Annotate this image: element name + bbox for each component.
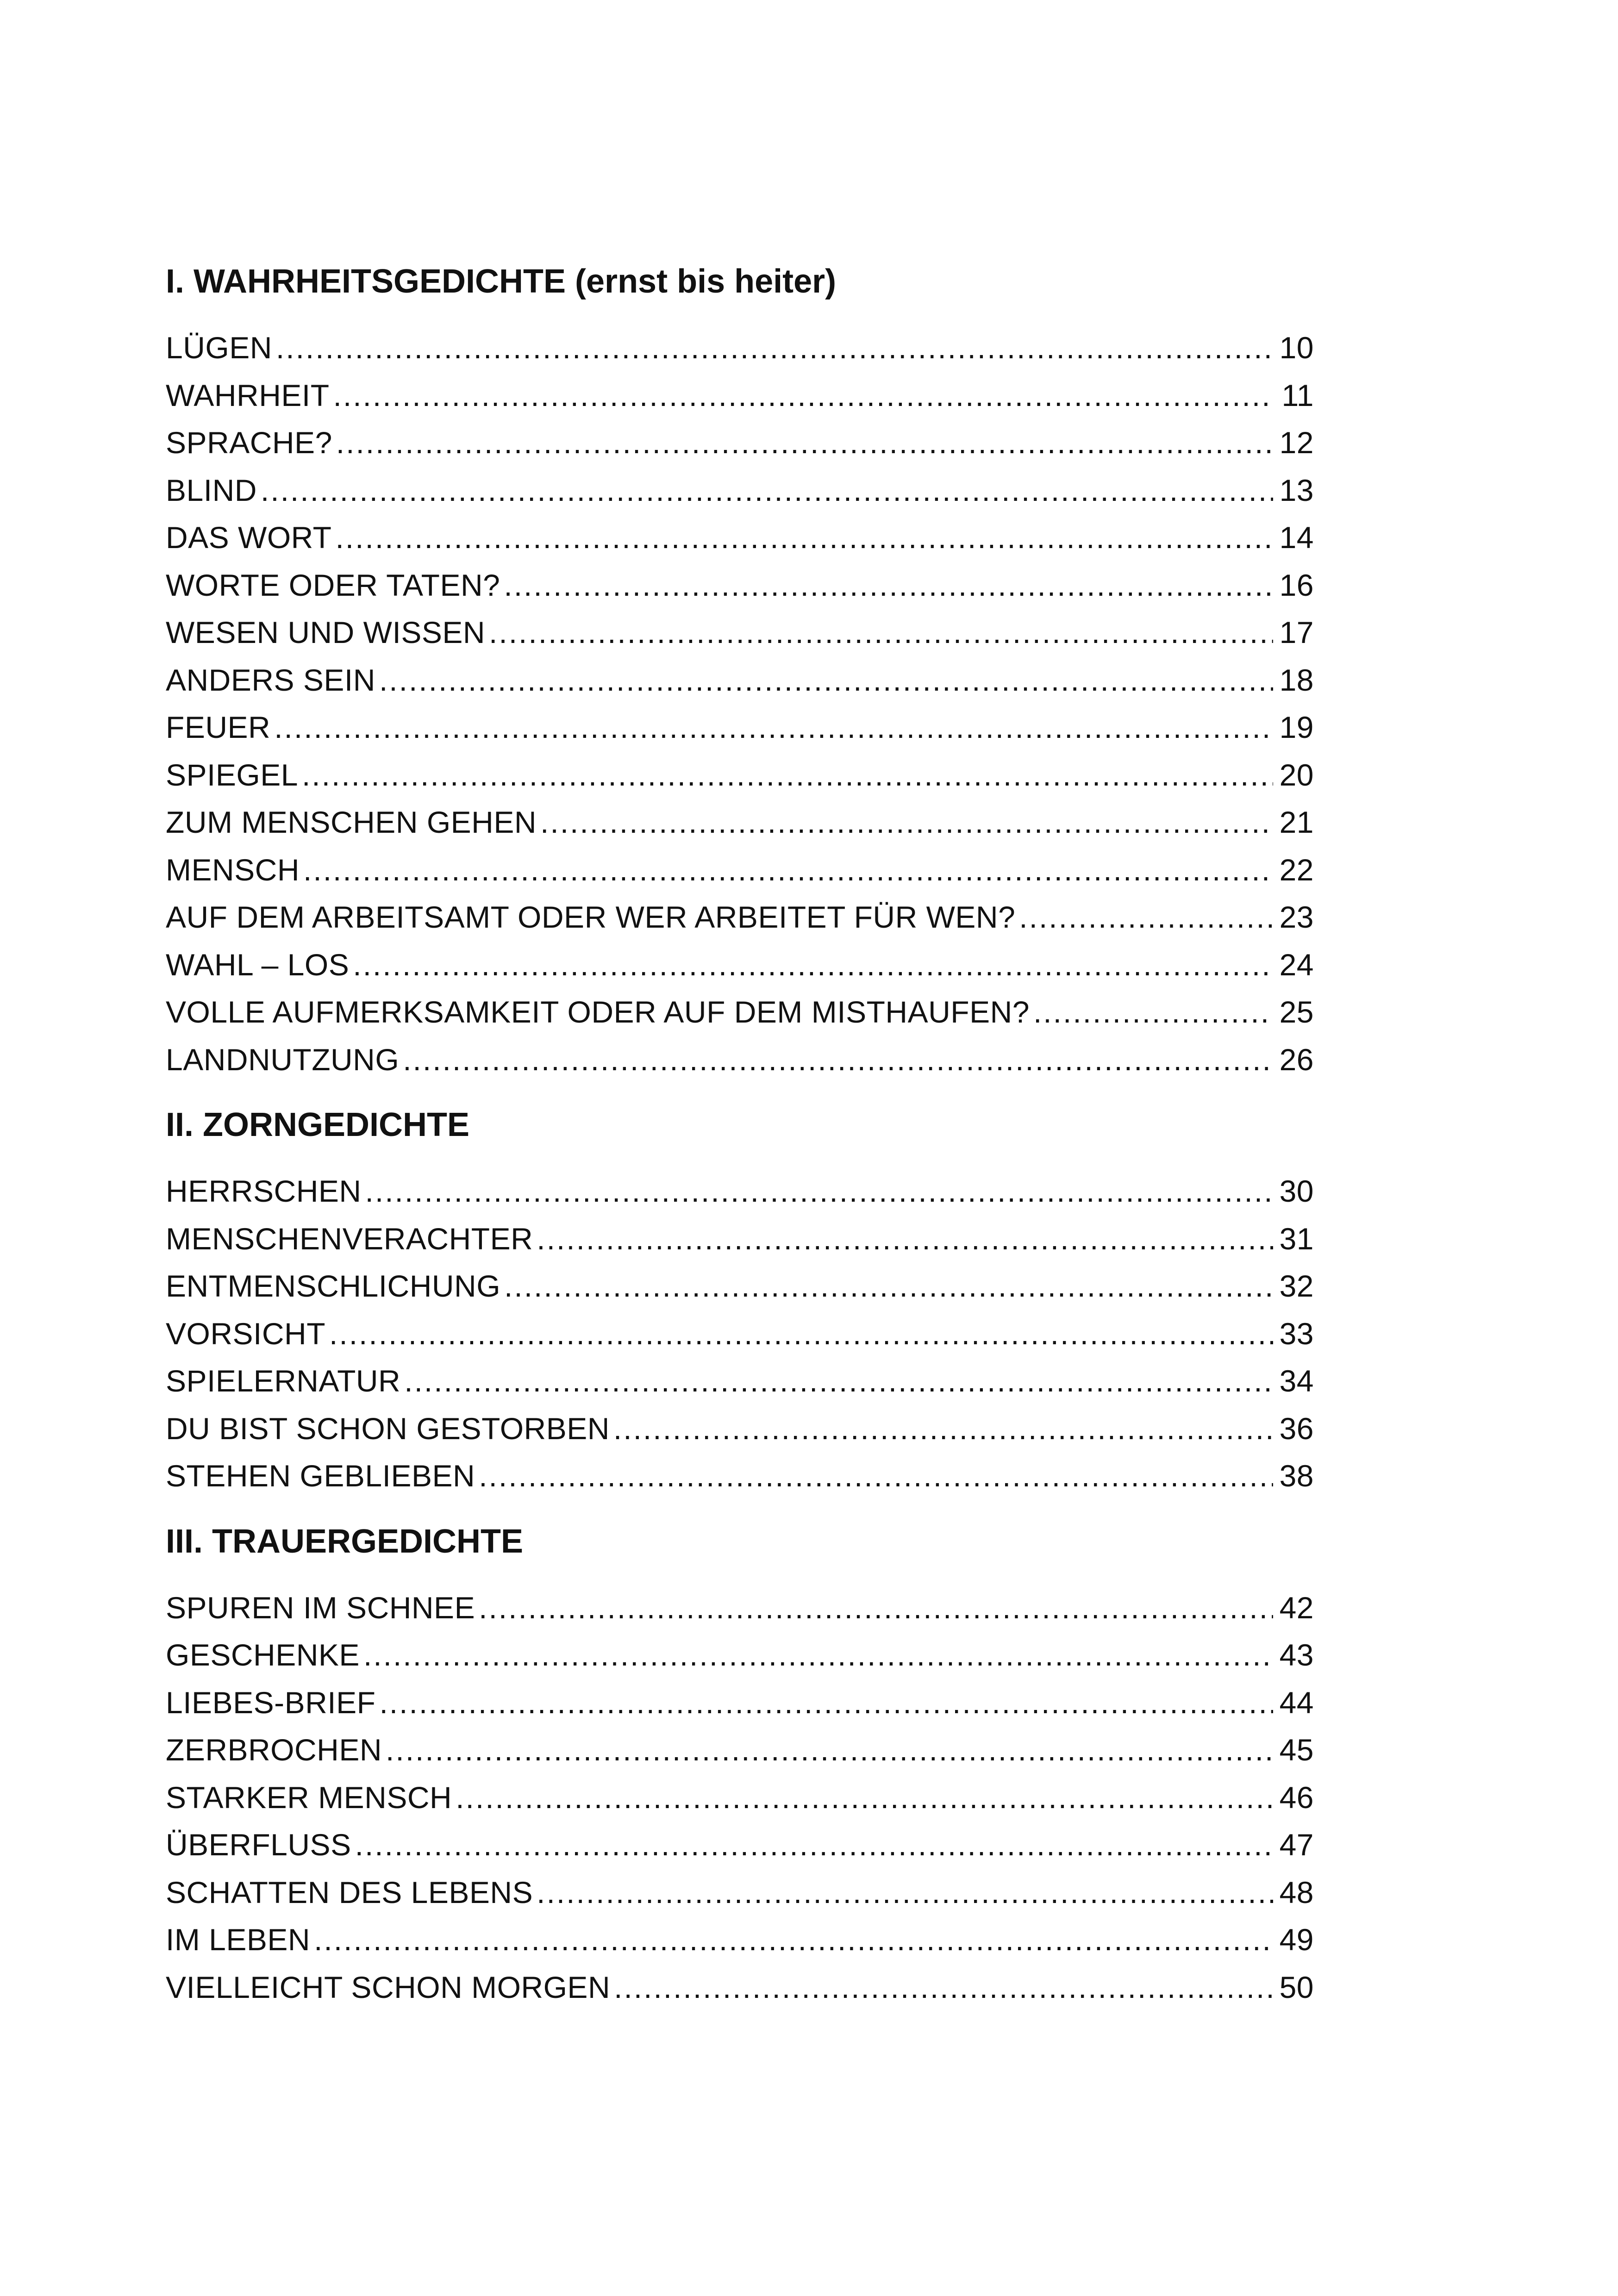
- toc-entry: [166, 893, 1314, 941]
- dot-leader: [365, 1167, 1273, 1215]
- toc-entry-title: DAS WORT: [166, 520, 332, 555]
- section-heading: II. ZORNGEDICHTE: [166, 1106, 470, 1143]
- dot-leader: [303, 846, 1273, 894]
- dot-leader: [1019, 893, 1273, 941]
- dot-leader: [479, 1452, 1273, 1500]
- toc-entry-title: LIEBES-BRIEF: [166, 1685, 376, 1720]
- toc-entry: [166, 1631, 1314, 1679]
- toc-entry-page-number: 12: [1279, 425, 1314, 460]
- toc-entry-page-number: 23: [1279, 900, 1314, 934]
- toc-entry: [166, 1916, 1314, 1964]
- toc-entry-page-number: 33: [1279, 1316, 1314, 1351]
- toc-entry-list: [166, 1167, 1314, 1500]
- toc-entry-title: ÜBERFLUSS: [166, 1828, 351, 1862]
- toc-entry-page-number: 45: [1279, 1733, 1314, 1767]
- toc-entry-title: DU BIST SCHON GESTORBEN: [166, 1411, 610, 1446]
- toc-entry-title: BLIND: [166, 473, 257, 507]
- toc-entry-title: WAHL – LOS: [166, 947, 350, 982]
- dot-leader: [302, 751, 1273, 799]
- toc-entry-title: FEUER: [166, 710, 271, 744]
- toc-entry: [166, 1774, 1314, 1822]
- dot-leader: [355, 1821, 1273, 1869]
- dot-leader: [379, 656, 1273, 704]
- toc-entry-page-number: 19: [1279, 710, 1314, 744]
- dot-leader: [379, 1679, 1273, 1727]
- dot-leader: [274, 704, 1273, 751]
- toc-entry-title: SPUREN IM SCHNEE: [166, 1590, 475, 1625]
- toc-entry-title: AUF DEM ARBEITSAMT ODER WER ARBEITET FÜR WEN?: [166, 900, 1016, 934]
- toc-entry: [166, 419, 1314, 467]
- toc-entry: [166, 372, 1314, 419]
- dot-leader: [537, 1869, 1273, 1916]
- toc-entry-title: HERRSCHEN: [166, 1174, 362, 1208]
- toc-entry-page-number: 10: [1279, 331, 1314, 365]
- toc-section: [166, 259, 1314, 1083]
- toc-section: [166, 1519, 1314, 2011]
- toc-entry-page-number: 46: [1279, 1780, 1314, 1815]
- toc-entry: [166, 988, 1314, 1036]
- toc-entry-page-number: 38: [1279, 1459, 1314, 1493]
- dot-leader: [386, 1726, 1273, 1774]
- toc-entry: [166, 1821, 1314, 1869]
- toc-entry-title: WORTE ODER TATEN?: [166, 568, 500, 602]
- toc-entry: [166, 1405, 1314, 1453]
- toc-entry: [166, 1452, 1314, 1500]
- toc-entry-title: ENTMENSCHLICHUNG: [166, 1269, 501, 1303]
- dot-leader: [336, 419, 1273, 467]
- toc-entry-title: STEHEN GEBLIEBEN: [166, 1459, 475, 1493]
- dot-leader: [353, 941, 1273, 989]
- dot-leader: [504, 562, 1273, 609]
- dot-leader: [261, 467, 1273, 514]
- toc-entry-title: SPRACHE?: [166, 425, 332, 460]
- dot-leader: [613, 1405, 1273, 1453]
- toc-entry-title: MENSCHENVERACHTER: [166, 1221, 533, 1256]
- toc-entry-page-number: 13: [1279, 473, 1314, 507]
- dot-leader: [456, 1774, 1273, 1822]
- dot-leader: [329, 1310, 1273, 1358]
- toc-entry-page-number: 43: [1279, 1638, 1314, 1672]
- toc-entry-page-number: 25: [1279, 995, 1314, 1029]
- toc-entry: [166, 1679, 1314, 1727]
- toc-entry-title: SPIEGEL: [166, 757, 298, 792]
- toc-entry-list: [166, 1584, 1314, 2011]
- dot-leader: [1033, 988, 1273, 1036]
- toc-entry-title: LÜGEN: [166, 331, 272, 365]
- toc-entry: [166, 1036, 1314, 1084]
- toc-entry-list: [166, 324, 1314, 1083]
- toc-entry-title: ANDERS SEIN: [166, 662, 375, 697]
- toc-entry-page-number: 14: [1279, 520, 1314, 555]
- toc-entry: [166, 751, 1314, 799]
- toc-entry-page-number: 36: [1279, 1411, 1314, 1446]
- toc-entry: [166, 609, 1314, 656]
- toc-entry-page-number: 42: [1279, 1590, 1314, 1625]
- toc-entry-title: STARKER MENSCH: [166, 1780, 452, 1815]
- toc-entry: [166, 514, 1314, 562]
- dot-leader: [333, 372, 1273, 419]
- toc-entry-title: VORSICHT: [166, 1316, 326, 1351]
- toc-section: [166, 1103, 1314, 1500]
- toc-entry: [166, 1869, 1314, 1916]
- dot-leader: [404, 1357, 1273, 1405]
- toc-entry: [166, 1310, 1314, 1358]
- toc-entry-title: IM LEBEN: [166, 1922, 311, 1957]
- toc-entry-title: ZUM MENSCHEN GEHEN: [166, 805, 537, 839]
- toc-entry: [166, 1584, 1314, 1632]
- toc-entry-page-number: 18: [1279, 662, 1314, 697]
- toc-entry-title: SCHATTEN DES LEBENS: [166, 1875, 533, 1909]
- dot-leader: [363, 1631, 1273, 1679]
- toc-entry-title: LANDNUTZUNG: [166, 1042, 400, 1077]
- dot-leader: [614, 1964, 1273, 2011]
- toc-entry-page-number: 26: [1279, 1042, 1314, 1077]
- dot-leader: [504, 1262, 1273, 1310]
- toc-entry: [166, 656, 1314, 704]
- toc-entry-title: VOLLE AUFMERKSAMKEIT ODER AUF DEM MISTHAUFEN?: [166, 995, 1030, 1029]
- toc-entry: [166, 704, 1314, 751]
- toc-entry-title: MENSCH: [166, 852, 300, 887]
- toc-entry-page-number: 47: [1279, 1828, 1314, 1862]
- dot-leader: [314, 1916, 1273, 1964]
- dot-leader: [403, 1036, 1273, 1084]
- toc-entry-page-number: 48: [1279, 1875, 1314, 1909]
- section-heading: III. TRAUERGEDICHTE: [166, 1522, 524, 1560]
- dot-leader: [479, 1584, 1273, 1632]
- toc-entry-page-number: 16: [1279, 568, 1314, 602]
- dot-leader: [537, 1215, 1273, 1263]
- toc-entry-page-number: 20: [1279, 757, 1314, 792]
- toc-entry-title: VIELLEICHT SCHON MORGEN: [166, 1970, 611, 2004]
- toc-entry: [166, 1262, 1314, 1310]
- toc-entry: [166, 562, 1314, 609]
- dot-leader: [489, 609, 1273, 656]
- toc-entry-title: WAHRHEIT: [166, 378, 330, 412]
- toc-entry-page-number: 30: [1279, 1174, 1314, 1208]
- toc-entry: [166, 1167, 1314, 1215]
- toc-entry-title: WESEN UND WISSEN: [166, 615, 486, 649]
- toc-entry: [166, 941, 1314, 989]
- toc-entry: [166, 1726, 1314, 1774]
- toc-entry-page-number: 21: [1279, 805, 1314, 839]
- toc-entry: [166, 1357, 1314, 1405]
- toc-entry-page-number: 34: [1279, 1364, 1314, 1398]
- toc-entry-page-number: 49: [1279, 1922, 1314, 1957]
- toc-entry: [166, 1215, 1314, 1263]
- table-of-contents: [166, 259, 1314, 2011]
- toc-entry: [166, 799, 1314, 846]
- toc-entry: [166, 324, 1314, 372]
- toc-entry: [166, 1964, 1314, 2011]
- toc-entry-title: ZERBROCHEN: [166, 1733, 382, 1767]
- dot-leader: [276, 324, 1273, 372]
- toc-entry-page-number: 24: [1279, 947, 1314, 982]
- toc-entry-title: GESCHENKE: [166, 1638, 360, 1672]
- toc-entry-page-number: 17: [1279, 615, 1314, 649]
- toc-entry-page-number: 50: [1279, 1970, 1314, 2004]
- dot-leader: [540, 799, 1273, 846]
- toc-entry-page-number: 44: [1279, 1685, 1314, 1720]
- toc-entry: [166, 846, 1314, 894]
- dot-leader: [335, 514, 1273, 562]
- toc-entry-page-number: 32: [1279, 1269, 1314, 1303]
- section-heading: I. WAHRHEITSGEDICHTE (ernst bis heiter): [166, 263, 837, 300]
- toc-entry-title: SPIELERNATUR: [166, 1364, 401, 1398]
- toc-entry-page-number: 22: [1279, 852, 1314, 887]
- toc-entry-page-number: 11: [1281, 378, 1314, 412]
- toc-entry: [166, 467, 1314, 514]
- toc-entry-page-number: 31: [1279, 1221, 1314, 1256]
